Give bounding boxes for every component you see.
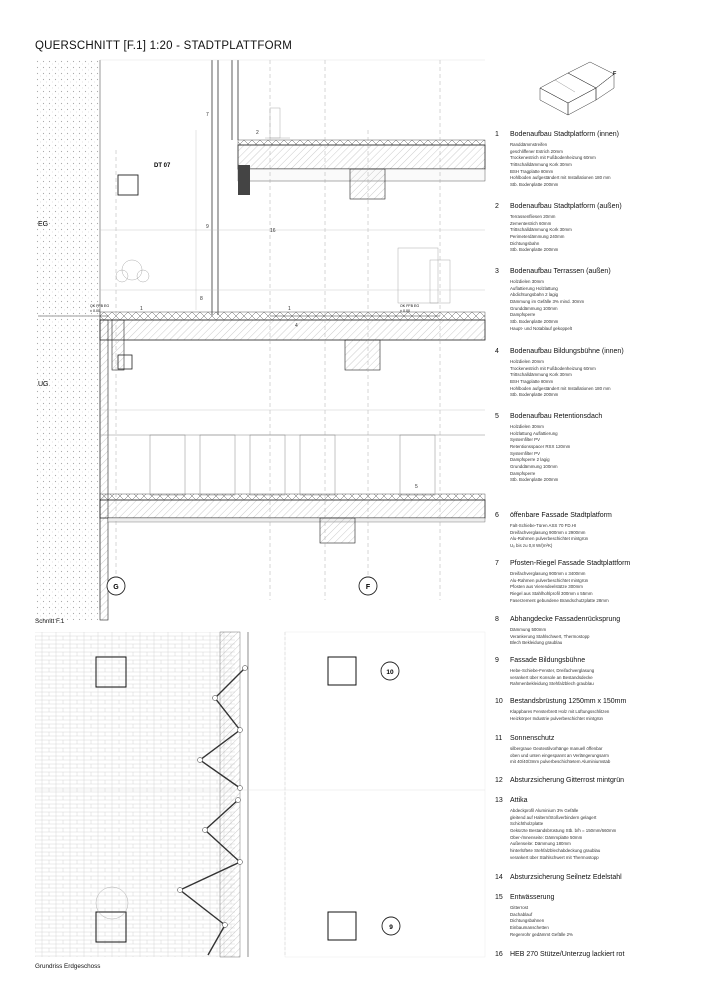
- legend-line: Rahmenbekleidung Stehfalzblech graublau: [510, 681, 594, 687]
- legend-line: Trockenestrich mit Fußbodenheizung 60mm: [510, 155, 596, 161]
- key-plan: [540, 62, 617, 115]
- legend-line: Holzdielen 30mm: [510, 424, 544, 429]
- legend-item-11-lines: [510, 746, 610, 766]
- legend-item-6-lines: [510, 523, 588, 550]
- plan-column-2: [328, 657, 356, 685]
- axis-g-label: G: [113, 584, 119, 591]
- legend-item-15-lines: [510, 905, 573, 938]
- level-label-ug: UG: [38, 381, 49, 388]
- legend-item-14-title: Absturzsicherung Seilnetz Edelstahl: [510, 874, 622, 881]
- legend-line: silbergraue Geotextilvorhänge manuell öffenbar: [510, 746, 603, 751]
- legend-item-16-num: 16: [495, 951, 503, 958]
- caption-plan: Grundriss Erdgeschoss: [35, 963, 101, 970]
- legend-line: oben und unten eingespannt an Verlängerungsarm: [510, 752, 609, 758]
- legend-line: hinterlüftete Stehfalzblechabdeckung graublau: [510, 847, 601, 853]
- legend-item-12-num: 12: [495, 777, 503, 784]
- level-ok-right: OK FFB EG: [400, 304, 420, 308]
- legend-line: BSH Tragplatte 80mm: [510, 378, 554, 384]
- level-val-right: ± 0.00: [400, 309, 410, 313]
- legend-item-3-title: Bodenaufbau Terrassen (außen): [510, 268, 611, 275]
- legend-line: mit 40/40/3mm pulverbeschichtetem Aluminiumstab: [510, 759, 611, 765]
- page-title: QUERSCHNITT [F.1] 1:20 - STADTPLATTFORM: [35, 40, 292, 52]
- legend-line: Stb. Bodenplatte 200mm: [510, 181, 559, 187]
- legend-line: Dichtungsbahnen: [510, 918, 545, 924]
- legend-line: Dreifachverglasung 900mm x 3400mm: [510, 571, 586, 576]
- legend-line: Dämmung 500mm: [510, 627, 547, 632]
- legend-item-7-num: 7: [495, 560, 499, 567]
- legend-line: Systemfilter PV: [510, 437, 541, 443]
- legend-line: Dachablauf: [510, 911, 533, 917]
- legend-item-11-title: Sonnenschutz: [510, 735, 555, 742]
- legend-line: gleitend auf Haltern/Stoßverbindern gelagert: [510, 814, 597, 820]
- legend-line: Stb. Bodenplatte 200mm: [510, 318, 559, 324]
- axis-marker-f: [359, 577, 377, 595]
- legend-line: Grunddämmung 100mm: [510, 305, 558, 311]
- legend-item-5-lines: [510, 424, 570, 484]
- key-plan-label: F: [613, 71, 617, 77]
- legend-item-2-title: Bodenaufbau Stadtplatform (außen): [510, 203, 622, 210]
- level-val-left: ± 0.00: [90, 309, 100, 313]
- legend-line: Verankerung Stahlschwert, Thermostopp: [510, 633, 590, 639]
- legend-line: Dampfsperre 2 lagig: [510, 457, 550, 463]
- slab-ug: [100, 500, 485, 518]
- legend-line: Riegel aus Stahlhohlprofil 300mm x 55mm: [510, 590, 593, 596]
- legend-item-6-title: öffenbare Fassade Stadtplatform: [510, 512, 612, 519]
- legend-line: Retentionsspacer RSX 120mm: [510, 443, 571, 449]
- legend-line: Trockenestrich mit Fußbodenheizung 60mm: [510, 365, 596, 371]
- caption-section: Schnitt F.1: [35, 618, 65, 625]
- legend-line: BSH Tragplatte 80mm: [510, 168, 554, 174]
- legend-item-4-title: Bodenaufbau Bildungsbühne (innen): [510, 348, 624, 355]
- legend-item-4-num: 4: [495, 348, 499, 355]
- legend-item-9-num: 9: [495, 657, 499, 664]
- legend-item-12-title: Absturzsicherung Gitterrost mintgrün: [510, 777, 624, 784]
- legend-line: Gitterrost: [510, 905, 529, 910]
- legend-line: geschliffener Estrich 20mm: [510, 148, 563, 154]
- legend-line: Zementestrich 60mm: [510, 220, 552, 226]
- legend-line: Schichtholzplatte: [510, 821, 544, 827]
- legend-item-3-num: 3: [495, 268, 499, 275]
- plan-callout-10-label: 10: [386, 669, 394, 676]
- legend-line: Außenseite: Dämmung 180mm: [510, 841, 571, 847]
- legend-line: Alu-Rahmen pulverbeschichtet mintgrün: [510, 577, 589, 583]
- legend-item-13-title: Attika: [510, 797, 528, 804]
- floor-plan: [35, 632, 485, 957]
- detail-tag: DT 07: [154, 163, 171, 169]
- level-label-eg: EG: [38, 221, 49, 228]
- callout-16: 16: [270, 228, 276, 234]
- legend-line: Stb. Bodenplatte 200mm: [510, 247, 559, 253]
- legend-line: Trittschalldämmung Kork 30mm: [510, 161, 572, 167]
- legend-line: Auflattierung Holzlattung: [510, 285, 558, 291]
- soil-left: [35, 60, 100, 620]
- legend-item-8-lines: [510, 627, 589, 647]
- legend-line: Blech Bekleidung graublau: [510, 640, 563, 646]
- legend-line: Alu-Rahmen pulverbeschichtet mintgrün: [510, 536, 589, 542]
- axis-f-label: F: [365, 584, 371, 591]
- legend-item-7-lines: [510, 571, 609, 604]
- legend-line: Faserzement gebundene Brandschutzplatte 28mm: [510, 597, 609, 603]
- legend-line: Trittschalldämmung Kork 30mm: [510, 372, 572, 378]
- legend-item-9-title: Fassade Bildungsbühne: [510, 657, 586, 664]
- legend-item-9-lines: [510, 668, 594, 688]
- legend-line: Gekürzte Bestandsbrüstung Stb. b/h = 150mm/660mm: [510, 827, 617, 833]
- legend-line: Haupt- und Notablauf gekoppelt: [510, 325, 573, 331]
- plan-callout-9-label: 9: [389, 924, 393, 931]
- legend-item-1-lines: [510, 142, 611, 189]
- legend-item-10-lines: [510, 709, 609, 722]
- legend-item-3-lines: [510, 279, 584, 332]
- legend-line: Perimeterdämmung 240mm: [510, 233, 565, 239]
- legend-line: Randdämmstreifen: [510, 142, 548, 147]
- legend-line: Pfosten aus Vierendeelstütze 300mm: [510, 584, 583, 590]
- legend-line: Hohlboden aufgeständert mit Installationen 180 mm: [510, 175, 611, 181]
- legend-item-8-num: 8: [495, 616, 499, 623]
- legend-line: Dreifachverglasung 900mm x 2900mm: [510, 529, 586, 535]
- legend-line: Uₒ bis zu 0,8 W/(m²K): [510, 542, 553, 548]
- slab-ground: [100, 320, 485, 340]
- legend-line: Abdeckprofil Aluminium 3% Gefälle: [510, 808, 579, 813]
- legend-line: Holzlattung Auflattierung: [510, 430, 558, 436]
- legend-line: Stb. Bodenplatte 200mm: [510, 392, 559, 398]
- legend-line: Dampfsperre: [510, 312, 536, 318]
- legend-line: Dämmung im Gefälle 3% mind. 30mm: [510, 298, 585, 304]
- legend-item-15-title: Entwässerung: [510, 894, 555, 901]
- legend-line: verankert über Stahlschwert mit Thermostopp: [510, 854, 599, 860]
- legend-line: Trittschalldämmung Kork 30mm: [510, 227, 572, 233]
- legend-line: Stb. Bodenplatte 200mm: [510, 477, 559, 483]
- callout-1b: 1: [288, 306, 291, 312]
- legend-line: Holzdielen 30mm: [510, 279, 544, 284]
- legend-line: Klappbares Fensterbrett Holz mit Lüftungsschlitzen: [510, 709, 610, 714]
- legend-item-8-title: Abhangdecke Fassadenrücksprung: [510, 616, 621, 623]
- callout-8: 8: [200, 296, 203, 302]
- legend-item-10-title: Bestandsbrüstung 1250mm x 150mm: [510, 698, 627, 705]
- legend-line: Heizkörper Industrie pulverbeschichtet mintgrün: [510, 715, 603, 721]
- legend-line: Regenrohr gedämmt Gefälle 2%: [510, 931, 573, 937]
- legend-item-11-num: 11: [495, 735, 503, 742]
- legend-line: Einbaumanschetten: [510, 924, 549, 930]
- legend-item-1-num: 1: [495, 131, 499, 138]
- column-left-eg: [118, 175, 138, 195]
- legend-item-1-title: Bodenaufbau Stadtplatform (innen): [510, 131, 619, 138]
- legend-line: Abdichtungsbahn 2 lagig: [510, 292, 559, 298]
- legend-line: verankert über Konsole an Bestandsdecke: [510, 674, 593, 680]
- axis-marker-g: [107, 577, 125, 595]
- legend-item-2-lines: [510, 214, 572, 254]
- legend-item-15-num: 15: [495, 894, 503, 901]
- legend-line: Falt-Schiebe-Türen ASS 70 FD.HI: [510, 523, 577, 528]
- callout-4: 4: [295, 323, 298, 329]
- legend-item-16-title: HEB 270 Stütze/Unterzug lackiert rot: [510, 951, 625, 958]
- section-f1: [35, 60, 485, 620]
- heb-beam: [238, 165, 250, 195]
- legend-line: Dichtungsbahn: [510, 240, 540, 246]
- callout-9: 9: [206, 224, 209, 230]
- legend-item-4-lines: [510, 359, 611, 399]
- legend-item-5-num: 5: [495, 413, 499, 420]
- legend-item-7-title: Pfosten-Riegel Fassade Stadtplattform: [510, 560, 631, 567]
- legend-item-14-num: 14: [495, 874, 503, 881]
- callout-7: 7: [206, 112, 209, 118]
- legend-item-13-lines: [510, 808, 616, 861]
- legend-line: Hebe-Schiebe-Fenster, Dreifachverglasung: [510, 668, 595, 673]
- callout-2: 2: [256, 130, 259, 136]
- legend-item-10-num: 10: [495, 698, 503, 705]
- slab-eg-upper: [238, 145, 485, 169]
- legend-item-6-num: 6: [495, 512, 499, 519]
- legend-item-5-title: Bodenaufbau Retentionsdach: [510, 413, 603, 420]
- plan-callout-10: [381, 662, 399, 680]
- legend-line: Terrassenfliesen 20mm: [510, 214, 556, 219]
- level-ok-left: OK FFB EG: [90, 304, 110, 308]
- callout-5: 5: [415, 484, 418, 490]
- legend-item-13-num: 13: [495, 797, 503, 804]
- callout-1a: 1: [140, 306, 143, 312]
- legend-line: Holzdielen 20mm: [510, 359, 544, 364]
- legend-line: Hohlboden aufgeständert mit Installationen 180 mm: [510, 385, 611, 391]
- legend-line: Grunddämmung 100mm: [510, 463, 558, 469]
- legend-line: Systemfilter PV: [510, 450, 541, 456]
- legend-item-2-num: 2: [495, 203, 499, 210]
- plan-column-4: [328, 912, 356, 940]
- plan-callout-9: [382, 917, 400, 935]
- legend-line: Dampfsperre: [510, 470, 536, 476]
- legend-line: Ober-/Innenseite: Dämmplatte 50mm: [510, 834, 583, 840]
